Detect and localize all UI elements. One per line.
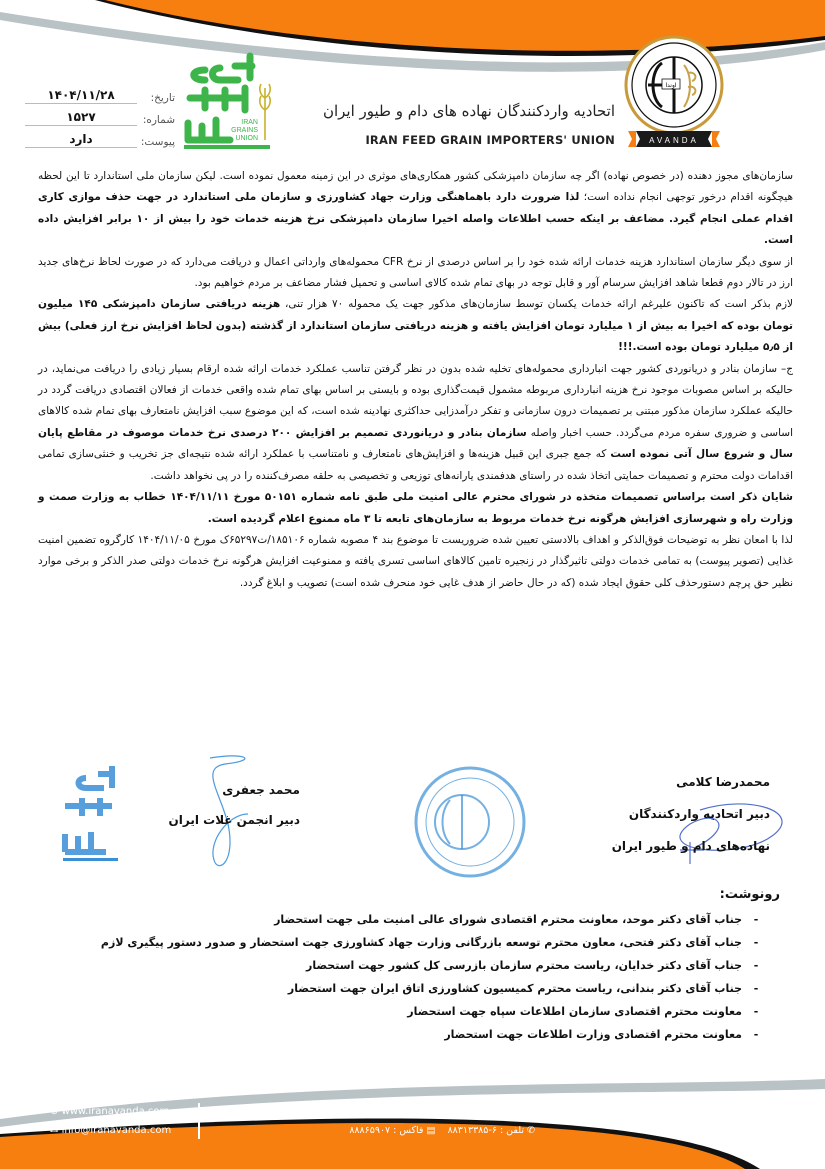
seal-inner-text: اوندا xyxy=(665,82,677,89)
cc-item-text: جناب آقای دکتر بندانی، ریاست محترم کمیسیون کشاورزی اتاق ایران جهت استحضار xyxy=(287,982,742,995)
date-value: ۱۴۰۴/۱۱/۲۸ xyxy=(25,88,137,104)
footer-contact xyxy=(0,1097,825,1147)
p3-bold-text: هزینه دریافتی سازمان دامپزشکی ۱۴۵ میلیون تومان بوده که اخیرا به بیش از ۱ میلیارد تومان افزایش یافته و هزینه دریافتی سازمان استاندارد از گذشته (بدون لحاظ افزایش نرخ ارز فعلی) بیش از ۵٫۵ میلیارد تومان بوده است.!!! xyxy=(38,298,794,354)
footer-address-block xyxy=(205,1102,535,1140)
paragraph-4 xyxy=(38,359,793,487)
footer-separator xyxy=(198,1103,200,1139)
footer-phone: تلفن : ۶-۸۸۳۱۳۳۸۵ xyxy=(447,1125,525,1136)
cc-item: - معاونت محترم اقتصادی سازمان اطلاعات سپاه جهت استحضار xyxy=(407,1005,759,1018)
paragraph-5: شایان ذکر است براساس تصمیمات متخذه در شورای محترم عالی امنیت ملی طبق نامه شماره ۵۰۱۵۱ مورخ ۱۴۰۴/۱۱/۱۱ خطاب به وزارت صمت و وزارت راه و شهرسازی افزایش هرگونه نرخ خدمات مربوط به سازمان‌های تابعه تا ۳ ماه ممنوع اعلام گردیده است. xyxy=(38,491,793,525)
date-label: تاریخ: xyxy=(150,92,175,104)
cc-item: - جناب آقای دکتر بندانی، ریاست محترم کمیسیون کشاورزی اتاق ایران جهت استحضار xyxy=(287,982,759,995)
union-name-fa: اتحادیه واردکنندگان نهاده های دام و طیور ایران xyxy=(322,102,615,120)
location-pin-icon: ⚲ xyxy=(525,1106,535,1117)
signature-right xyxy=(400,752,820,878)
number-label: شماره: xyxy=(142,114,175,126)
left-signer-name: محمد جعفری xyxy=(222,783,300,797)
cc-list xyxy=(100,884,780,1046)
number-value: ۱۵۲۷ xyxy=(25,110,137,126)
grains-logo-en-2: GRAINS xyxy=(231,127,258,134)
paragraph-6: لذا با امعان نظر به توضیحات فوق‌الذکر و اهداف بالادستی تعیین شده ضروریست تا موضوع بند ۴ مصوبه شماره ۱۸۵۱۰۶/ت۶۵۲۹۷ک مورخ ۱۴۰۴/۱۱/۰۵ کارگروه تضمین امنیت غذایی (تصویر پیوست) به تمامی خدمات دولتی تاثیرگذار در زنجیره تامین کالاهای اساسی تسری یافته و ممنوعیت افزایش هرگونه نرخ خدمات دولتی صدر الذکر و برخی موارد نظیر حق پرچم دستورحذف کلی حقوق ایجاد شده (که در حال حاضر از هدف غایی خود منحرف شده است) تصویب و ابلاغ گردد. xyxy=(38,533,793,589)
p4-end-text: که جمع جبری این قبیل هزینه‌ها و افزایش‌های نامتعارف و نامتناسب با عملکرد ارائه شده نتیجه‌ای جز تخریب و خنثی‌سازی تمامی اقدامات دولت محترم و تصمیمات حمایتی اتخاذ شده در راستای هدفمندی یارانه‌های توزیعی و تخصیصی به حلقه مصرف‌کننده را در پی نخواهد داشت. xyxy=(38,448,793,482)
attachment-value: دارد xyxy=(25,132,137,148)
number-row xyxy=(25,104,175,126)
right-signer-title-2: نهاده‌های دام و طیور ایران xyxy=(611,839,770,853)
iran-grains-union-logo xyxy=(180,48,275,153)
phone-icon: ✆ xyxy=(524,1125,535,1136)
cc-item: - معاونت محترم اقتصادی وزارت اطلاعات جهت استحضار xyxy=(444,1028,759,1041)
p3-text: لازم بذکر است که تاکنون علیرغم ارائه خدمات یکسان توسط سازمان‌های مذکور جهت یک محموله ۷۰ هزار تنی، xyxy=(280,298,794,311)
footer-web-block xyxy=(50,1102,195,1140)
letter-body xyxy=(38,166,793,594)
attachment-label: پیوست: xyxy=(140,136,175,148)
cc-title: رونوشت: xyxy=(719,887,780,902)
right-signer-title-1: دبیر اتحادیه واردکنندگان xyxy=(628,807,770,821)
footer-address-line xyxy=(205,1102,535,1121)
cc-item-text: معاونت محترم اقتصادی سازمان اطلاعات سپاه جهت استحضار xyxy=(407,1005,742,1018)
signature-left xyxy=(60,752,310,878)
grains-logo-en-3: UNION xyxy=(235,135,258,142)
footer-phone-line xyxy=(205,1121,535,1140)
p1-bold-text: لذا ضرورت دارد باهماهنگی وزارت جهاد کشاورزی و سازمان ملی استاندارد در جهت حذف موازی کاری اقدام عملی انجام گیرد. مضاعف بر اینکه حسب اطلاعات واصله اخیرا سازمان دامپزشکی نرخ هزینه خدمات خود را بیش از ۱۰ برابر افزایش داده است. xyxy=(38,191,793,247)
footer-fax: فاکس : ۸۸۸۶۵۹۰۷ xyxy=(349,1125,424,1136)
paragraph-1 xyxy=(38,166,793,252)
attachment-row xyxy=(25,126,175,148)
cc-item: - جناب آقای دکتر موحد، معاونت محترم اقتصادی شورای عالی امنیت ملی جهت استحضار xyxy=(274,913,759,926)
cc-item-text: جناب آقای دکتر فتحی، معاون محترم توسعه بازرگانی وزارت جهاد کشاورزی جهت استحضار و صدور دستور پیگیری لازم xyxy=(100,936,742,949)
globe-icon: ⊕ xyxy=(50,1106,62,1117)
footer-email[interactable]: info@iranavanda.com xyxy=(61,1125,172,1136)
p4-text: ج– سازمان بنادر و دریانوردی کشور جهت انبارداری محموله‌های تخلیه شده بدون در نظر گرفتن تناسب عملکرد خدمات ارائه شده ارقام بسیار زیادی را دریافت می‌نماید، در حالیکه بر اساس مصوبات موجود نرخ هزینه انبارداری مربوطه مشمول قیمت‌گذاری بوده و بایستی بر اساس بهای تمام شده واقعی خدمات از فعالان اقتصادی دریافت گردد در حالیکه عملکرد سازمان مذکور مبتنی بر تصمیمات درون سازمانی و تفکر درآمدزایی حداکثری نهادینه شده است، که این موضوع سبب افزایش نامتعارف بهای تمام شده کالاهای اساسی و ضروری سفره مردم می‌گردد. حسب اخبار واصله xyxy=(38,362,793,439)
cc-item: - جناب آقای دکتر خدایان، ریاست محترم سازمان بازرسی کل کشور جهت استحضار xyxy=(305,959,759,972)
fax-icon: ▤ xyxy=(423,1125,436,1136)
footer-address: خیابان قائم مقام فراهانی ، خیابان بیست و ششم ، پلاک ۱۰ ، واحد ۱۲ xyxy=(253,1106,526,1117)
date-row xyxy=(25,82,175,104)
paragraph-3 xyxy=(38,294,793,358)
p4-bold-text: سازمان بنادر و دریانوردی تصمیم بر افزایش ۲۰۰ درصدی نرخ خدمات موصوف در مقاطع پایان سال و شروع سال آتی نموده است xyxy=(38,426,794,461)
letter-meta xyxy=(25,82,175,148)
left-signer-title: دبیر انجمن غلات ایران xyxy=(168,813,300,827)
right-signer-name: محمدرضا کلامی xyxy=(676,775,770,789)
union-name-en: IRAN FEED GRAIN IMPORTERS' UNION xyxy=(365,133,615,147)
cc-item-text: جناب آقای دکتر موحد، معاونت محترم اقتصادی شورای عالی امنیت ملی جهت استحضار xyxy=(274,913,742,926)
cc-item-text: معاونت محترم اقتصادی وزارت اطلاعات جهت استحضار xyxy=(444,1028,742,1041)
cc-item-text: جناب آقای دکتر خدایان، ریاست محترم سازمان بازرسی کل کشور جهت استحضار xyxy=(305,959,742,972)
paragraph-2: از سوی دیگر سازمان استاندارد هزینه خدمات ارائه شده خود را بر اساس درصدی از نرخ CFR محموله‌های وارداتی اعمال و دریافت می‌دارد که در صورت لحاظ نرخ‌های جدید ارز در تالار دوم قطعا شاهد افزایش سرسام آور و قابل توجه در بهای تمام شده کالای اساسی و تحمیل فشار مضاعف بر مردم خواهیم بود. xyxy=(38,255,793,290)
footer-website[interactable]: www.iranavanda.com xyxy=(61,1106,170,1117)
p1-text: سازمان‌های مجوز دهنده (در خصوص نهاده) اگر چه سازمان دامپزشکی کشور همکاری‌های موثری در این زمینه معمول نموده است. لیکن سازمان ملی استاندارد تا این لحظه هیچگونه اقدام درخور توجهی انجام نداده است؛ xyxy=(38,170,794,204)
avanda-seal-logo xyxy=(622,35,727,153)
mail-icon: ✉ xyxy=(50,1125,62,1136)
cc-item: - جناب آقای دکتر فتحی، معاون محترم توسعه بازرگانی وزارت جهاد کشاورزی جهت استحضار و صدور دستور پیگیری لازم xyxy=(100,936,759,949)
grains-logo-en-1: IRAN xyxy=(241,119,258,126)
seal-avanda-text: AVANDA xyxy=(649,136,699,145)
